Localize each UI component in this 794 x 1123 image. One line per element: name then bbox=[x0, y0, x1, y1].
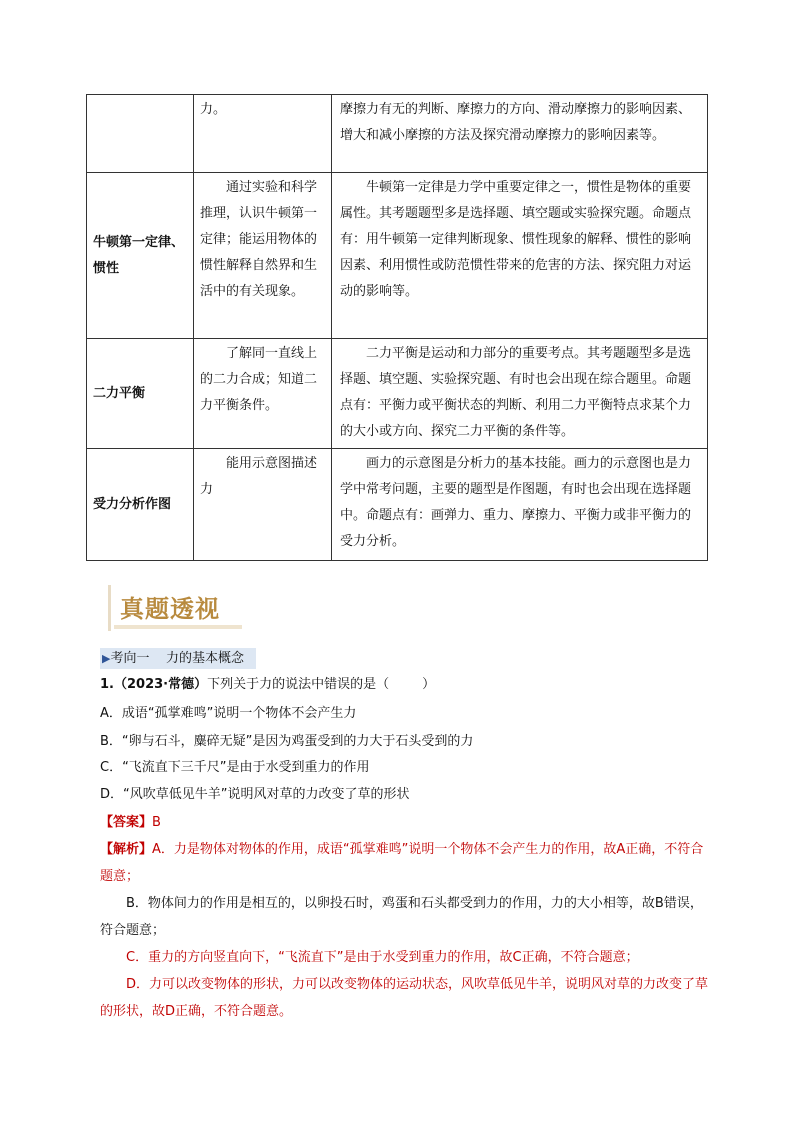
requirements-table bbox=[86, 94, 708, 561]
option-d: D．“风吹草低见牛羊”说明风对草的力改变了草的形状 bbox=[100, 787, 410, 802]
subsection-text: 考向一 力的基本概念 bbox=[110, 651, 244, 666]
table-row bbox=[87, 449, 708, 561]
section-heading bbox=[106, 585, 246, 635]
topic-cell: 受力分析作图 bbox=[87, 449, 194, 561]
question-text: 下列关于力的说法中错误的是（ ） bbox=[207, 677, 436, 692]
question-source: （2023·常德） bbox=[113, 677, 208, 692]
requirement-cell: 力。 bbox=[194, 95, 332, 173]
option-c: C．“飞流直下三千尺”是由于水受到重力的作用 bbox=[100, 760, 370, 775]
analysis-text-d: D．力可以改变物体的形状，力可以改变物体的运动状态，风吹草低见牛羊，说明风对草的力改变了草的形状，故D正确，不符合题意。 bbox=[100, 977, 709, 1019]
answer-label: 【答案】 bbox=[100, 815, 153, 830]
question-stem bbox=[100, 675, 435, 695]
requirement-cell: 通过实验和科学推理，认识牛顿第一定律；能运用物体的惯性解释自然界和生活中的有关现象。 bbox=[194, 173, 332, 339]
table-row bbox=[87, 95, 708, 173]
triangle-marker-icon: ▶ bbox=[102, 652, 111, 665]
analysis-text-a: A．力是物体对物体的作用，成语“孤掌难鸣”说明一个物体不会产生力的作用，故A正确，不符合题意； bbox=[100, 842, 704, 884]
analysis-cell: 摩擦力有无的判断、摩擦力的方向、滑动摩擦力的影响因素、增大和减小摩擦的方法及探究滑动摩擦力的影响因素等。 bbox=[332, 95, 708, 173]
answer-line bbox=[100, 813, 161, 833]
analysis-paragraph bbox=[100, 836, 710, 890]
topic-cell: 牛顿第一定律、惯性 bbox=[87, 173, 194, 339]
option-b: B．“卵与石斗，麋碎无疑”是因为鸡蛋受到的力大于石头受到的力 bbox=[100, 734, 474, 749]
analysis-cell: 二力平衡是运动和力部分的重要考点。其考题题型多是选择题、填空题、实验探究题、有时也会出现在综合题里。命题点有：平衡力或平衡状态的判断、利用二力平衡特点求某个力的大小或方向、探究二力平衡的条件等。 bbox=[332, 339, 708, 449]
section-heading-text: 真题透视 bbox=[120, 595, 220, 623]
table-row bbox=[87, 173, 708, 339]
analysis-label: 【解析】 bbox=[100, 842, 153, 857]
topic-cell: 二力平衡 bbox=[87, 339, 194, 449]
option-a: A．成语“孤掌难鸣”说明一个物体不会产生力 bbox=[100, 706, 357, 721]
subsection-label bbox=[100, 648, 256, 669]
analysis-text-b: B．物体间力的作用是相互的，以卵投石时，鸡蛋和石头都受到力的作用，力的大小相等，故B错误，符合题意； bbox=[100, 896, 703, 938]
requirement-cell: 了解同一直线上的二力合成；知道二力平衡条件。 bbox=[194, 339, 332, 449]
analysis-text-c: C．重力的方向竖直向下，“飞流直下”是由于水受到重力的作用，故C正确，不符合题意； bbox=[126, 950, 639, 965]
requirement-cell: 能用示意图描述力 bbox=[194, 449, 332, 561]
analysis-cell: 牛顿第一定律是力学中重要定律之一，惯性是物体的重要属性。其考题题型多是选择题、填空题或实验探究题。命题点有：用牛顿第一定律判断现象、惯性现象的解释、惯性的影响因素、利用惯性或防范惯性带来的危害的方法、探究阻力对运动的影响等。 bbox=[332, 173, 708, 339]
analysis-cell: 画力的示意图是分析力的基本技能。画力的示意图也是力学中常考问题，主要的题型是作图题，有时也会出现在选择题中。命题点有：画弹力、重力、摩擦力、平衡力或非平衡力的受力分析。 bbox=[332, 449, 708, 561]
question-number: 1. bbox=[100, 677, 114, 692]
topic-cell bbox=[87, 95, 194, 173]
heading-accent-bar bbox=[108, 585, 111, 631]
answer-value: B bbox=[152, 815, 161, 830]
table-row bbox=[87, 339, 708, 449]
heading-underline bbox=[114, 625, 242, 629]
